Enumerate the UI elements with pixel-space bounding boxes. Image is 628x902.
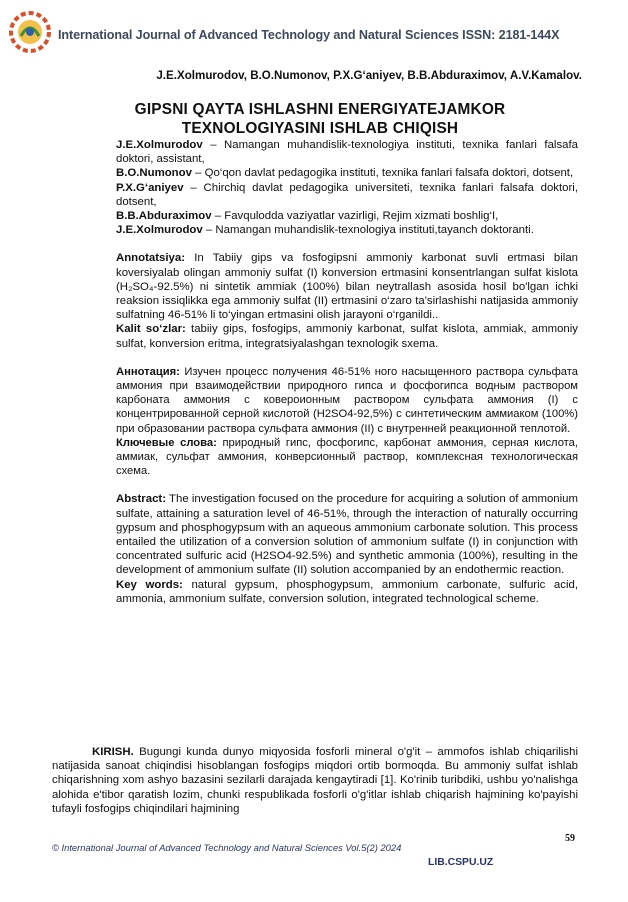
- annotatsiya-paragraph: Annotatsiya: In Tabiiy gips va fosfogipsni ammoniy karbonat suvli ertmasi bilan koversiyalab olingan ammoniy sulfat (I) konversion ertmasini konsentrlangan sulfat kislota (H₂SO₄-92.5%) ni sintetik ammiak (100%) bilan neytrallash asosida hosil bo'lgan ichki reaksion issiqlikka ega ammoniy sulfat (II) ertmasini o‘zaro ta'sirlashishi natijasida ammoniy sulfatning 46-51% li to‘yingan ertmasini olish jarayoni o‘rganildi..: [116, 252, 578, 322]
- journal-header: [8, 10, 620, 58]
- intro-paragraph: KIRISH. Bugungi kunda dunyo miqyosida fosforli mineral o'g'it – ammofos ishlab chiqarilishi natijasida sanoat chiqindisi hisoblangan fosfogips miqdori ortib bormoqda. Bu ammoniy sulfat ishlab chiqarishning xom ashyo bazasini sezilarli darajada kengaytiradi [1]. Ko'rinib turibdiki, ushbu yo'nalishga alohida e'tibor qaratish lozim, chunki respublikada fosforli o'g'itlar ishlab chiqarish hajmining ko'payishi tufayli fosfogips chiqindilari hajmining: [52, 746, 578, 815]
- title-line-2: TEXNOLOGIYASINI ISHLAB CHIQISH: [181, 120, 459, 137]
- abstract-block: [116, 138, 578, 606]
- journal-logo-icon: [8, 10, 52, 54]
- affiliation: P.X.G‘aniyev – Chirchiq davlat pedagogika universiteti, texnika fanlari falsafa doktori, dotsent,: [116, 181, 578, 208]
- authors-line: J.E.Xolmurodov, B.O.Numonov, P.X.G‘aniyev, B.B.Abduraximov, A.V.Kamalov.: [156, 69, 582, 82]
- affiliation: J.E.Xolmurodov – Namangan muhandislik-texnologiya instituti, texnika fanlari falsafa doktori, assistant,: [116, 139, 578, 166]
- affiliation: B.O.Numonov – Qo‘qon davlat pedagogika instituti, texnika fanlari falsafa doktori, dotsent,: [116, 167, 574, 180]
- page-number: 59: [565, 833, 575, 844]
- abstract-en-paragraph: Abstract: The investigation focused on the procedure for acquiring a solution of ammonium sulfate, attaining a saturation level of 46-51%, through the interaction of naturally occurring gypsum and phosphogypsum with an aqueous ammonium carbonate solution. This process entailed the utilization of a conversion solution of ammonium sulfate (I) in conjunction with concentrated sulfuric acid (H2SO4-92.5%) and synthetic ammonia (100%), resulting in the development of ammonium sulfate (II) solution accompanied by an endothermic reaction.: [116, 493, 578, 577]
- affiliation: J.E.Xolmurodov – Namangan muhandislik-texnologiya instituti,tayanch doktoranti.: [116, 224, 534, 237]
- keywords-en-paragraph: Key words: natural gypsum, phosphogypsum, ammonium carbonate, sulfuric acid, ammonia, ammonium sulfate, conversion solution, integrated technological scheme.: [116, 578, 578, 605]
- footer-copyright: © International Journal of Advanced Technology and Natural Sciences Vol.5(2) 2024: [52, 842, 402, 853]
- title-line-1: GIPSNI QAYTA ISHLASHNI ENERGIYATEJAMKOR: [134, 101, 506, 118]
- journal-title: International Journal of Advanced Technology and Natural Sciences ISSN: 2181-144X: [58, 28, 560, 42]
- kluchevye-slova-paragraph: Ключевые слова: природный гипс, фосфогипс, карбонат аммония, серная кислота, аммиак, сульфат аммония, конверсионный раствор, комплексная технологическая схема.: [116, 436, 579, 478]
- annotaciya-ru-paragraph: Аннотация: Изучен процесс получения 46-51% ного насыщенного раствора сульфата аммония при взаимодействии природного гипса и фосфогипса водным раствором карбоната аммония с ковероионным раствором сульфата аммония (I) с концентрированной серной кислотой (H2SO4-92,5%) с синтетическим аммиаком (100%) при образовании раствора сульфата аммония (II) с внутренней реакционной теплотой.: [116, 365, 578, 435]
- affiliation: B.B.Abduraximov – Favqulodda vaziyatlar vazirligi, Rejim xizmati boshlig‘I,: [116, 210, 499, 223]
- footer-lib-link[interactable]: LIB.CSPU.UZ: [428, 857, 494, 868]
- paper-title: [60, 100, 580, 138]
- introduction-section: [52, 745, 578, 816]
- kalit-sozlar-paragraph: Kalit so‘zlar: tabiiy gips, fosfogips, ammoniy karbonat, sulfat kislota, ammiak, ammoniy sulfat, konversion eritma, integratsiyalashgan texnologik sxema.: [116, 323, 578, 350]
